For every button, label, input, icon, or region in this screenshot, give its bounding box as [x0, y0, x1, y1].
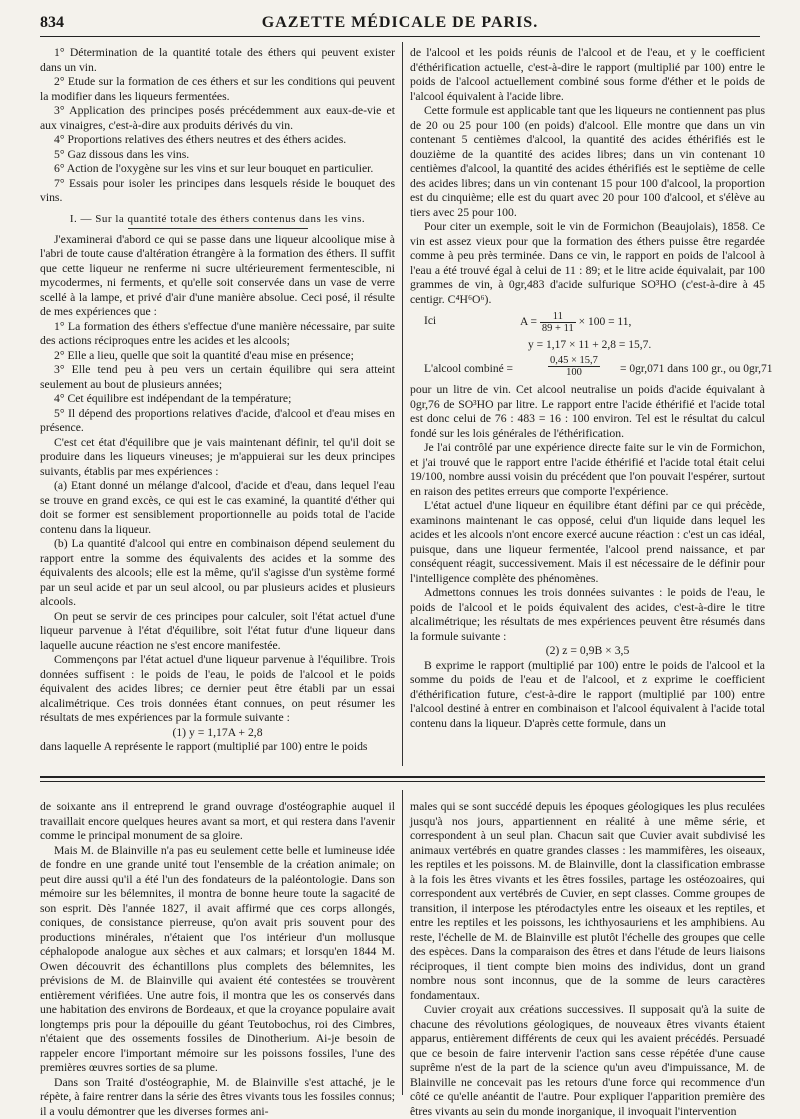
- paragraph: 2° Elle a lieu, quelle que soit la quantité d'eau mise en présence;: [40, 349, 395, 364]
- list-item: 3° Application des principes posés précédemment aux eaux-de-vie et aux vinaigres, c'est-à-dire aux produits dérivés du vin.: [40, 104, 395, 133]
- paragraph: L'état actuel d'une liqueur en équilibre étant défini par ce qui précède, examinons maintenant le cas opposé, celui d'un liquide dans lequel les acides et les alcools n'ont encore exercé aucune réaction : c'est un cas idéal, puisque, dans une liqueur fermentée, l'alcool prend naissance, et par conséquent réagit, successivement. Mais il est nécessaire de le définir pour l'intelligence complète des phénomènes.: [410, 499, 765, 586]
- page-header: [40, 10, 760, 37]
- paragraph: (b) La quantité d'alcool qui entre en combinaison dépend seulement du rapport entre la somme des équivalents des acides et la somme des équivalents des alcools; elle est la même, qu'il s'agisse d'un système formé par un seul acide et par un seul alcool, ou par plusieurs acides et plusieurs alcools.: [40, 537, 395, 610]
- list-item: 5° Gaz dissous dans les vins.: [40, 148, 395, 163]
- equation-a: A = $\frac{11}{89 + 11}$ × 100 = 11,: [520, 311, 631, 334]
- formula-1: (1) y = 1,17A + 2,8: [40, 726, 395, 741]
- paragraph: (a) Etant donné un mélange d'alcool, d'acide et d'eau, dans lequel l'eau se trouve en grand excès, ce qui est le cas examiné, la quantité d'éther qui doit se former est sensiblement proportionnelle au poids total de l'acide contenu dans la liqueur.: [40, 479, 395, 537]
- list-item: 4° Proportions relatives des éthers neutres et des éthers acides.: [40, 133, 395, 148]
- article-column-top-right: [410, 46, 765, 764]
- paragraph: J'examinerai d'abord ce qui se passe dans une liqueur alcoolique mise à l'abri de toute cause d'altération étrangère à la formation des éthers. Il suffit que cette liqueur ne renferme ni sucre ultérieurement fermentescible, ni mycodermes, ni ferments, et qu'elle soit conservée dans un vase de verre scellé à la lampe, et privé d'air d'une manière absolue. Ceci posé, il résulte de mes expériences que :: [40, 233, 395, 320]
- paragraph: 4° Cet équilibre est indépendant de la température;: [40, 392, 395, 407]
- article-column-top-left: [40, 46, 395, 764]
- paragraph: de soixante ans il entreprend le grand ouvrage d'ostéographie auquel il travaillait encore quelques heures avant sa mort, et qui restera dans l'avenir comme le principal monument de sa gloire.: [40, 800, 395, 844]
- feuilleton-column-left: [40, 800, 395, 1096]
- list-item: 1° Détermination de la quantité totale des éthers qui peuvent exister dans un vin.: [40, 46, 395, 75]
- paragraph: Cuvier croyait aux créations successives. Il supposait qu'à la suite de chacune des révolutions géologiques, de nouveaux êtres vivants étaient apparus, entièrement différents de ceux qui les avaient précédés. Persuadé que ce besoin de faire intervenir l'action sans cesse répétée d'une cause suprême n'est de la part de la science qu'un aveu d'impuissance, M. de Blainville ne concevait pas les retours d'une force qui recommence d'un côté ce qu'elle anéantit de l'autre. Pour expliquer l'apparition première des êtres vivants au sein du monde inorganique, il invoquait l'intervention: [410, 1003, 765, 1119]
- fraction: $\frac{11}{89 + 11}$: [540, 311, 576, 334]
- paragraph: Je l'ai contrôlé par une expérience directe faite sur le vin de Formichon, et j'ai trouvé que le rapport entre l'acide éthérifié et l'acide total était celui 19/100, nombre aussi voisin du précédent que l'on pouvait l'espérer, surtout en raison des petites erreurs que comporte l'expérience.: [410, 441, 765, 499]
- page-number: 834: [40, 14, 64, 32]
- paragraph: C'est cet état d'équilibre que je vais maintenant définir, tel qu'il doit se produire dans les liqueurs vineuses; je m'appuierai sur les deux principes suivants, établis par mes expériences :: [40, 436, 395, 480]
- column-divider-bottom: [402, 790, 403, 1095]
- paragraph: Dans son Traité d'ostéographie, M. de Blainville s'est attaché, je le répète, à faire rentrer dans la série des êtres vivants tous les fossiles connus; il a voulu démontrer que les diverses formes ani-: [40, 1076, 395, 1119]
- paragraph: dans laquelle A représente le rapport (multiplié par 100) entre le poids: [40, 740, 395, 755]
- paragraph: pour un litre de vin. Cet alcool neutralise un poids d'acide équivalant à 0gr,76 de SO³HO par litre. Le rapport entre l'acide éthérifié et l'acide total est donc celui de 76 : 483 = 16 : 100 environ. Tel est le résultat du calcul fondé sur les lois générales de l'éthérification.: [410, 383, 765, 441]
- paragraph: Admettons connues les trois données suivantes : le poids de l'eau, le poids de l'alcool et le poids équivalent des acides, c'est-à-dire le titre alcalimétrique; les résultats de mes expériences peuvent être résumés dans la formule suivante :: [410, 586, 765, 644]
- alcohol-combined-label: L'alcool combiné =: [424, 361, 513, 377]
- section-divider: [40, 776, 765, 778]
- journal-title: GAZETTE MÉDICALE DE PARIS.: [40, 14, 760, 32]
- alcohol-combined-value: = 0gr,071 dans 100 gr., ou 0gr,71: [620, 361, 773, 377]
- paragraph: On peut se servir de ces principes pour calculer, soit l'état actuel d'une liqueur parvenue à l'état d'équilibre, soit l'état futur d'une liqueur dans laquelle aucune réaction ne s'est encore manifestée.: [40, 610, 395, 654]
- fraction: $\frac{0,45 \times 15,7}{100}$: [548, 355, 600, 378]
- equation-y: y = 1,17 × 11 + 2,8 = 15,7.: [528, 337, 651, 353]
- section-title: I. — Sur la quantité totale des éthers contenus dans les vins.: [40, 212, 395, 226]
- paragraph: B exprime le rapport (multiplié par 100) entre le poids de l'alcool et la somme du poids de l'eau et de l'alcool, et z exprime le coefficient d'éthérification future, c'est-à-dire le rapport (multiplié par 100) entre l'alcool destiné à entrer en combinaison et l'alcool équivalent à l'acide total contenu dans la liqueur. D'après cette formule, dans un: [410, 659, 765, 732]
- formula-2: (2) z = 0,9B × 3,5: [410, 644, 765, 659]
- paragraph: 3° Elle tend peu à peu vers un certain équilibre qui sera atteint seulement au bout de plusieurs années;: [40, 363, 395, 392]
- paragraph: Cette formule est applicable tant que les liqueurs ne contiennent pas plus de 20 ou 25 pour 100 (en poids) d'alcool. Elle montre que dans un vin contenant 5 centièmes d'alcool, la quantité des acides éthérifiés est le douzième de la quantité des acides libres; dans un vin contenant 10 centièmes d'alcool, la quantité des acides éthérifiés est le septième de celle des acides libres; dans un vin contenant 15 pour 100 d'alcool, la proportion est du cinquième; elle est du quart avec 20 pour 100 d'alcool, et s'élève au tiers avec 25 pour 100.: [410, 104, 765, 220]
- paragraph: Commençons par l'état actuel d'une liqueur parvenue à l'équilibre. Trois données suffisent : le poids de l'eau, le poids de l'alcool et le poids équivalent des acides libres; ce dernier peut être établi par un essai alcalimétrique. Ces trois données étant connues, on peut résumer les résultats de mes expériences par la formule suivante :: [40, 653, 395, 726]
- ici-label: Ici: [424, 313, 436, 329]
- paragraph: Pour citer un exemple, soit le vin de Formichon (Beaujolais), 1858. Ce vin est assez vieux pour que la formation des éthers puisse être regardée comme à peu près terminée. Dans ce vin, le rapport en poids de l'alcool à l'eau a été trouvé égal à celui de 11 : 89; et le litre acide équivalait, par 100 grammes de vin, à 0gr,483 d'acide sulfurique SO³HO (c'est-à-dire à 45 centigr. C⁴H⁶O⁶).: [410, 220, 765, 307]
- list-item: 6° Action de l'oxygène sur les vins et sur leur bouquet en particulier.: [40, 162, 395, 177]
- section-divider-thin: [40, 781, 765, 782]
- paragraph: de l'alcool et les poids réunis de l'alcool et de l'eau, et y le coefficient d'éthérification actuelle, c'est-à-dire le rapport (multiplié par 100) entre le poids de l'alcool actuellement combiné sous forme d'éther et le poids de l'alcool équivalent à l'acide libre.: [410, 46, 765, 104]
- paragraph: males qui se sont succédé depuis les époques géologiques les plus reculées jusqu'à nos jours, appartiennent en réalité à une même série, et correspondent à un seul plan. Chacun sait que Cuvier avait subdivisé les animaux vertébrés en quatre grandes classes : les mammifères, les oiseaux, les reptiles et les poissons. M. de Blainville, dont la classification embrasse à la fois les êtres vivants et les êtres fossiles, partage les ostéozoaires, qui correspondent aux vertébrés de Cuvier, en sept classes. Comme groupes de transition, il interpose les ptérodactyles entre les oiseaux et les reptiles, et entre les reptiles et les poissons, les ichthyosauriens et les amphibiens. Au reste, l'échelle de M. de Blainville est plutôt l'échelle des groupes que celle des espèces. Dans la comparaison des êtres et dans l'étude de leurs liaisons réciproques, il tient compte bien moins des individus, dont un grand nombre nous sont inconnus, que de la somme de leurs caractères fondamentaux.: [410, 800, 765, 1003]
- list-item: 7° Essais pour isoler les principes dans lesquels réside le bouquet des vins.: [40, 177, 395, 206]
- column-divider-top: [402, 42, 403, 766]
- section-rule: [128, 228, 308, 229]
- equation-block: [410, 311, 765, 377]
- list-item: 2° Etude sur la formation de ces éthers et sur les conditions qui peuvent la modifier dans les liqueurs fermentées.: [40, 75, 395, 104]
- feuilleton-column-right: [410, 800, 765, 1096]
- paragraph: Mais M. de Blainville n'a pas eu seulement cette belle et lumineuse idée de fondre en une grande unité tout l'ensemble de la création animale; on peut dire aussi qu'il a été l'un des fondateurs de la paléontologie. Dans son mémoire sur les bélemnites, il montra de bonne heure toute la sagacité de son esprit. Dès l'année 1827, il avait affirmé que ces corps allongés, coniques, de consistance pierreuse, qu'on avait pris souvent pour des productions minérales, n'étaient que l'os intérieur d'un mollusque céphalopode analogue aux sèches et aux calmars; et lorsqu'en 1844 M. Owen découvrit des échantillons plus complets des bélemnites, les prévisions de M. de Blainville qui avaient été contestées se trouvèrent entièrement vérifiées. Une autre fois, il montra que les os conservés dans une habitation des environs de Bordeaux, et que la croyance populaire avait longtemps pris pour la dépouille du géant Teutobochus, roi des Cimbres, n'étaient que des ossements fossiles de Dinotherium. Ai-je besoin de rappeler encore l'important mémoire sur les poissons fossiles, l'une des premières œuvres sorties de sa plume.: [40, 844, 395, 1076]
- paragraph: 5° Il dépend des proportions relatives d'acide, d'alcool et d'eau mises en présence.: [40, 407, 395, 436]
- paragraph: 1° La formation des éthers s'effectue d'une manière nécessaire, par suite des actions réciproques entre les acides et les alcools;: [40, 320, 395, 349]
